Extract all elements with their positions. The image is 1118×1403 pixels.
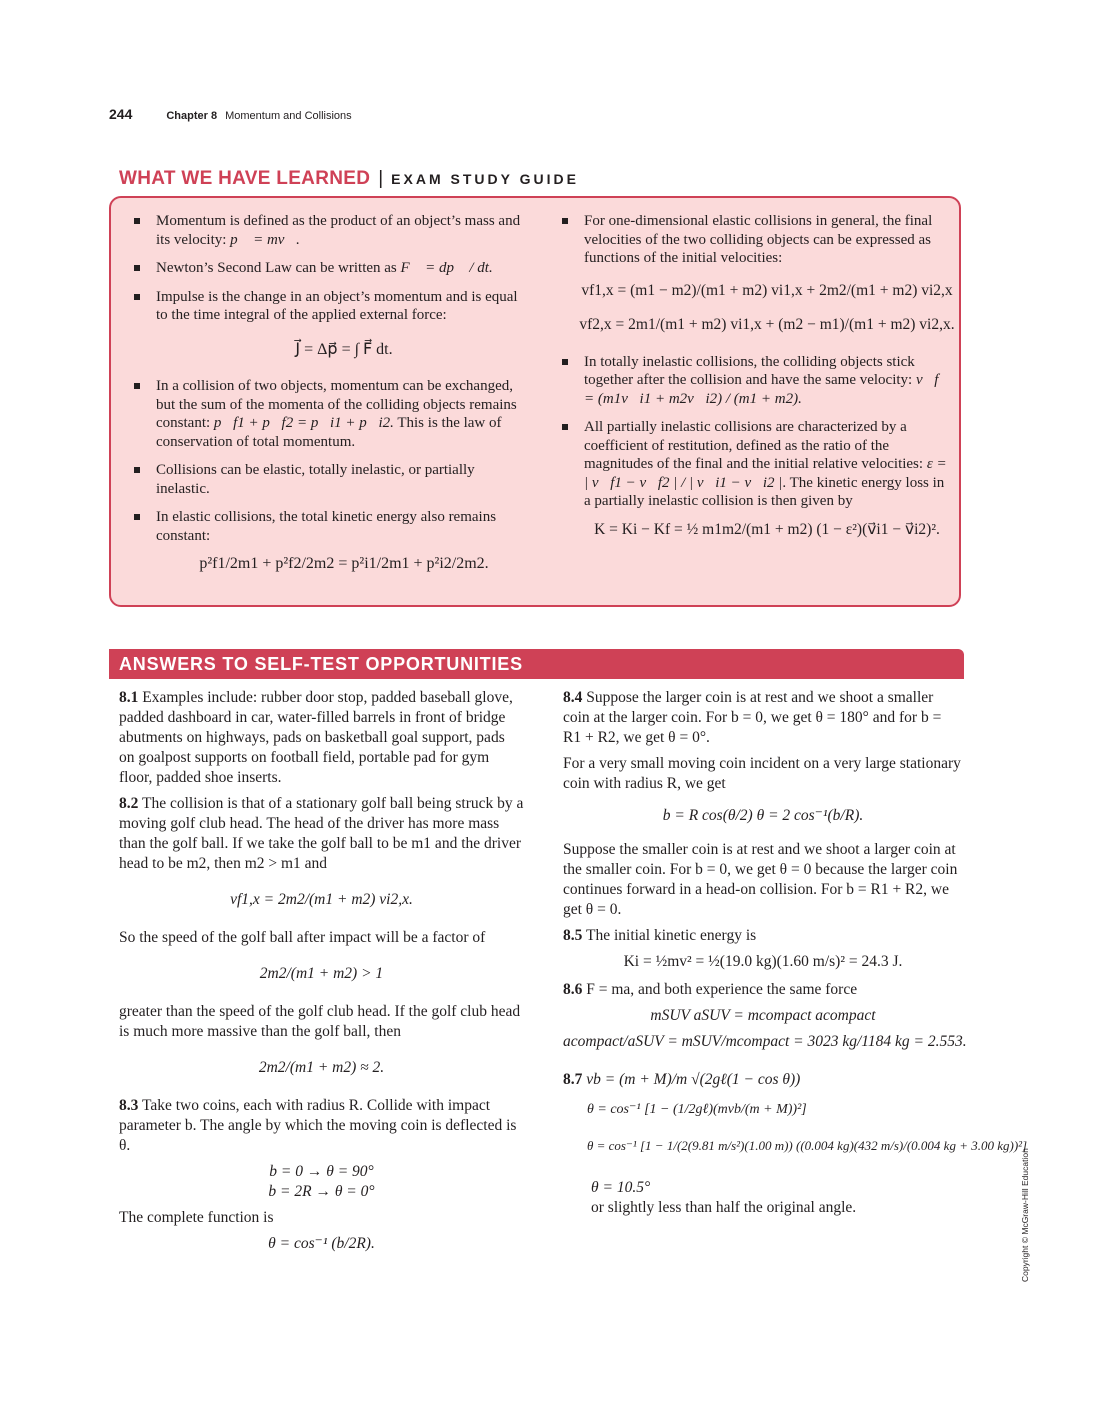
summary-bullet-conservation [132,377,532,451]
answer-8-2 [119,794,524,874]
answer-number: 8.4 [563,689,583,706]
chapter-title: Momentum and Collisions [225,110,352,122]
answer-text: greater than the speed of the golf club head. If the golf club head is much more massive than the golf ball, then [119,1003,521,1040]
initial-kinetic-energy-equation: Ki = ½mv² = ½(19.0 kg)(1.60 m/s)² = 24.3 J. [623,953,903,970]
answer-8-6 [563,980,963,1000]
kinetic-energy-equation: p²f1/2m1 + p²f2/2m2 = p²i1/2m1 + p²i2/2m2. [199,555,489,572]
impulse-equation: J⃗ = Δp⃗ = ∫ F⃗ dt. [295,340,393,358]
impact-equation-2: b = 2R → θ = 0° [268,1183,375,1200]
final-velocity-1-equation: vf1,x = (m1 − m2)/(m1 + m2) vi1,x + 2m2/(m1 + m2) vi2,x [581,281,953,299]
answer-number: 8.5 [563,927,583,944]
answer-text: F = ma, and both experience the same force [586,981,858,998]
restitution-equation: ε = | v⃗f1 − v⃗f2 | / | v⃗i1 − v⃗i2 | [584,456,947,491]
totally-inelastic-equation: v⃗f = (m1v⃗i1 + m2v⃗i2) / (m1 + m2). [584,372,939,407]
summary-right-column [560,212,955,549]
bullet-text: In totally inelastic collisions, the colliding objects stick together after the collision and have the same velocity: [584,353,916,388]
bullet-text: In elastic collisions, the total kinetic energy also remains constant: [156,509,497,544]
chapter-label: Chapter 8 [166,110,218,122]
answer-text: For a very small moving coin incident on a very large stationary coin with radius R, we get [563,755,961,792]
summary-bullet-elastic-1d [560,212,955,335]
answer-text: Examples include: rubber door stop, padded baseball glove, padded dashboard in car, water-filled barrels in front of bridge abutments on highways, pads on basketball goal support, pads on goalpost supports on football field, portable pad for gym floor, padded shoe inserts. [119,689,513,786]
bullet-text: For one-dimensional elastic collisions in general, the final velocities of the two colliding objects can be expressed as functions of the initial velocities: [584,213,933,266]
deflection-function-equation: θ = cos⁻¹ (b/2R). [268,1235,375,1252]
answer-text: Suppose the smaller coin is at rest and we shoot a larger coin at the smaller coin. For b = 0, we get θ = 0 because the larger coin continues forward in a head-on collision. For b = R1 + R2, we get θ = 0. [563,841,958,918]
impact-equation-1: b = 0 → θ = 90° [269,1163,374,1180]
answers-left-column [119,688,524,1262]
bullet-text: All partially inelastic collisions are characterized by a coefficient of restitution, defined as the ratio of the magnitudes of the final and the initial relative velocities: [584,419,927,472]
bullet-text: Collisions can be elastic, totally inelastic, or partially inelastic. [156,462,475,497]
answer-text: So the speed of the golf ball after impact will be a factor of [119,929,486,946]
bullet-text: . The kinetic energy loss in a partially inelastic collision is then given by [584,474,945,509]
answers-heading-bar [109,649,964,679]
answer-number: 8.1 [119,689,139,706]
answer-8-3 [119,1096,524,1156]
momentum-equation: p⃗ = mv⃗. [230,231,300,248]
bullet-text: In a collision of two objects, momentum can be exchanged, but the sum of the momenta of the colliding objects remains constant: [156,378,517,431]
final-velocity-2-equation: vf2,x = 2m1/(m1 + m2) vi1,x + (m2 − m1)/(m1 + m2) vi2,x. [579,316,955,333]
bullet-text: Momentum is defined as the product of an object’s mass and its velocity: [156,213,521,248]
summary-bullet-elastic [132,508,532,574]
final-angle-equation: θ = 10.5° [591,1179,651,1196]
bullet-text: Newton’s Second Law can be written as [156,260,401,276]
page-number: 244 [109,106,133,122]
answer-8-5 [563,926,963,946]
summary-title: WHAT WE HAVE LEARNED [119,168,371,189]
bullet-text: This is the law of conservation of total momentum. [156,415,502,450]
newton-equation: F⃗ = dp⃗ / dt. [400,260,493,276]
equal-force-equation: mSUV aSUV = mcompact acompact [650,1007,876,1024]
answers-title: ANSWERS TO SELF-TEST OPPORTUNITIES [119,654,523,674]
answer-number: 8.6 [563,981,583,998]
summary-subtitle: EXAM STUDY GUIDE [391,171,579,187]
answer-text: Take two coins, each with radius R. Collide with impact parameter b. The angle by which the moving coin is deflected is θ. [119,1097,517,1154]
running-header [109,106,352,122]
answer-8-7 [563,1070,963,1090]
answer-number: 8.2 [119,795,139,812]
answer-text: The initial kinetic energy is [585,927,757,944]
summary-heading [119,168,579,190]
speed-factor-equation: 2m2/(m1 + m2) > 1 [259,965,384,982]
summary-bullet-partially-inelastic [560,418,950,539]
summary-left-column [132,212,532,584]
answer-text: or slightly less than half the original angle. [591,1199,857,1216]
energy-loss-equation: K = Ki − Kf = ½ m1m2/(m1 + m2) (1 − ε²)(v⃗i1 − v⃗i2)². [594,520,940,538]
answers-right-column [563,688,1028,1224]
summary-bullet-totally-inelastic [560,353,950,409]
golf-velocity-equation: vf1,x = 2m2/(m1 + m2) vi2,x. [230,891,413,908]
summary-box [109,196,961,607]
pendulum-angle-numeric-equation: θ = cos⁻¹ [1 − 1/(2(9.81 m/s²)(1.00 m)) ((0.004 kg)(432 m/s)/(0.004 kg + 3.00 kg))²] [587,1138,1028,1153]
summary-bullet-momentum [132,212,532,249]
answer-number: 8.7 [563,1071,583,1088]
summary-bullet-collision-types [132,461,532,498]
answer-text: The complete function is [119,1209,274,1226]
summary-separator: | [378,168,384,189]
acceleration-ratio-equation: acompact/aSUV = mSUV/mcompact = 3023 kg/1184 kg = 2.553. [563,1033,967,1050]
pendulum-angle-equation: θ = cos⁻¹ [1 − (1/2gℓ)(mvb/(m + M))²] [587,1102,807,1117]
answer-text: The collision is that of a stationary golf ball being struck by a moving golf club head. The head of the driver has more mass than the golf ball. If we take the golf ball to be m1 and the driver head to be m2, then m2 > m1 and [119,795,524,872]
bullet-text: Impulse is the change in an object’s momentum and is equal to the time integral of the applied external force: [156,288,518,323]
answer-8-1 [119,688,524,788]
answer-8-4 [563,688,963,748]
bullet-speed-equation: vb = (m + M)/m √(2gℓ(1 − cos θ)) [586,1071,801,1088]
summary-bullet-newton [132,259,532,278]
summary-bullet-impulse [132,288,532,360]
limit-equation: 2m2/(m1 + m2) ≈ 2. [258,1059,385,1076]
copyright-notice: Copyright © McGraw-Hill Education [1020,1148,1030,1282]
conservation-equation: p⃗f1 + p⃗f2 = p⃗i1 + p⃗i2. [213,415,394,431]
coin-angle-equation: b = R cos(θ/2) θ = 2 cos⁻¹(b/R). [662,807,864,824]
answer-number: 8.3 [119,1097,139,1114]
answer-text: Suppose the larger coin is at rest and we shoot a smaller coin at the larger coin. For b = 0, we get θ = 180° and for b = R1 + R2, we get θ = 0°. [563,689,942,746]
